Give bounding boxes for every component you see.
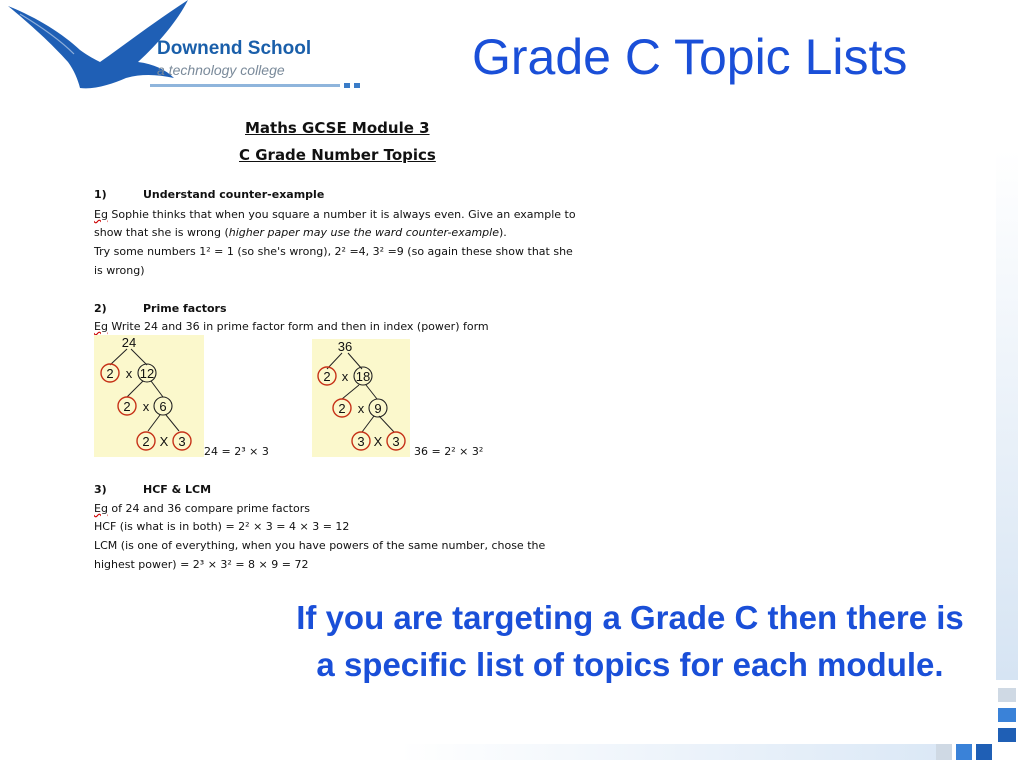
school-name: Downend School (157, 38, 312, 59)
worksheet-heading-line2: C Grade Number Topics (239, 146, 436, 164)
section-3-line1: Eg of 24 and 36 compare prime factors (94, 502, 310, 515)
tree-24-prime: 2 (123, 399, 131, 414)
school-tagline: a technology college (157, 62, 285, 78)
tree-36-times: X (373, 434, 383, 449)
decorative-square (936, 744, 952, 760)
tree-24-times: X (159, 434, 169, 449)
section-2-title: Prime factors (143, 302, 227, 315)
section-1-line1: Eg Sophie thinks that when you square a number it is always even. Give an example to (94, 208, 576, 221)
decorative-side-strip (996, 150, 1018, 750)
section-3-line4: highest power) = 2³ × 3² = 8 × 9 = 72 (94, 558, 309, 571)
eg-label: Eg (94, 208, 108, 221)
tree-36-prime: 3 (357, 434, 365, 449)
decorative-square (956, 744, 972, 760)
factor-tree-36 (312, 339, 410, 457)
highlight-text: If you are targeting a Grade C then there is a specific list of topics for each module. (296, 599, 964, 683)
section-3-line3: LCM (is one of everything, when you have powers of the same number, chose the (94, 539, 546, 552)
section-2-line1: Eg Write 24 and 36 in prime factor form and then in index (power) form (94, 320, 489, 333)
section-1-line3: Try some numbers 1² = 1 (so she's wrong), 2² =4, 3² =9 (so again these show that she (94, 245, 573, 258)
tree-24-prime: 3 (178, 434, 186, 449)
section-1-line4: is wrong) (94, 264, 145, 277)
logo-divider (150, 84, 340, 87)
section-1-number: 1) (94, 188, 107, 201)
section-3-line2: HCF (is what is in both) = 2² × 3 = 4 × 3 = 12 (94, 520, 350, 533)
section-2-result-24: 24 = 2³ × 3 (204, 445, 269, 458)
tree-36-composite: 18 (355, 369, 371, 384)
section-1-line2: show that she is wrong (higher paper may use the ward counter-example). (94, 226, 507, 239)
tree-24-root: 24 (121, 335, 137, 350)
section-3-title: HCF & LCM (143, 483, 212, 496)
slide-title: Grade C Topic Lists (472, 29, 908, 85)
eg-label: Eg (94, 320, 108, 333)
tree-24-times: x (125, 366, 133, 381)
tree-36-root: 36 (337, 339, 353, 354)
decorative-bottom-bar (400, 744, 940, 760)
logo-divider-square (354, 83, 360, 88)
decorative-square (976, 744, 992, 760)
section-3-number: 3) (94, 483, 107, 496)
tree-24-times: x (142, 399, 150, 414)
tree-36-prime: 3 (392, 434, 400, 449)
worksheet-heading-line1: Maths GCSE Module 3 (245, 119, 430, 137)
tree-36-prime: 2 (338, 401, 346, 416)
tree-24-composite: 12 (139, 366, 155, 381)
eg-label: Eg (94, 502, 108, 515)
section-2-number: 2) (94, 302, 107, 315)
tree-36-prime: 2 (323, 369, 331, 384)
tree-36-composite: 9 (374, 401, 382, 416)
worksheet (94, 115, 634, 580)
tree-24-prime: 2 (142, 434, 150, 449)
factor-tree-24 (94, 335, 204, 457)
logo-divider-square (344, 83, 350, 88)
tree-36-times: x (341, 369, 349, 384)
section-2-result-36: 36 = 2² × 3² (414, 445, 484, 458)
tree-24-composite: 6 (159, 399, 167, 414)
tree-36-times: x (357, 401, 365, 416)
section-1-title: Understand counter-example (143, 188, 325, 201)
tree-24-prime: 2 (106, 366, 114, 381)
